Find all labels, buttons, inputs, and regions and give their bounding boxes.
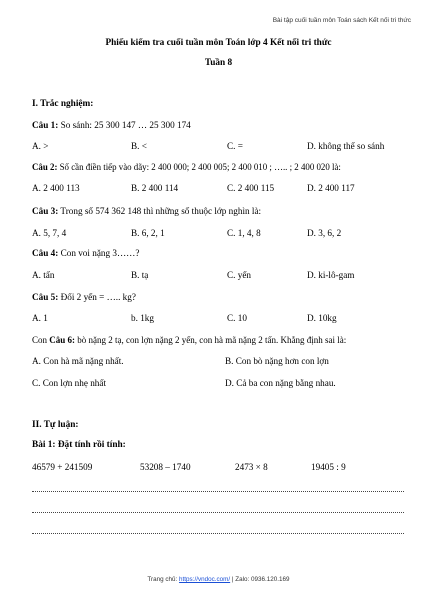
- answer-line-2: [32, 512, 404, 513]
- q4-option-b: B. tạ: [131, 270, 149, 280]
- question-1-label: Câu 1:: [32, 120, 59, 130]
- question-6-prefix: Con: [32, 335, 50, 345]
- answer-line-1: [32, 491, 404, 492]
- q2-option-a: A. 2 400 113: [32, 183, 80, 193]
- page-footer: [0, 576, 437, 583]
- footer-link[interactable]: https://vndoc.com/: [179, 576, 231, 583]
- week-title: Tuần 8: [204, 58, 233, 68]
- q5-option-c: C. 10: [227, 313, 247, 323]
- page-header: Bài tập cuối tuần môn Toán sách Kết nối tri thức: [272, 17, 411, 24]
- q4-option-a: A. tấn: [32, 270, 55, 280]
- q5-option-b: b. 1kg: [131, 313, 154, 323]
- answer-line-3: [32, 533, 404, 534]
- exercise-1-item-3: 2473 × 8: [235, 462, 268, 472]
- question-4-text: Con voi nặng 3……?: [58, 248, 140, 258]
- exercise-1-item-1: 46579 + 241509: [32, 462, 93, 472]
- q5-option-d: D. 10kg: [307, 313, 337, 323]
- q6-option-b: B. Con bò nặng hơn con lợn: [225, 356, 329, 366]
- q1-option-b: B. <: [131, 141, 147, 151]
- exercise-1-item-2: 53208 – 1740: [140, 462, 191, 472]
- question-6-label: Câu 6:: [49, 335, 76, 345]
- question-2-label: Câu 2:: [32, 162, 58, 172]
- question-1-text: So sánh: 25 300 147 … 25 300 174: [58, 120, 191, 130]
- q3-option-b: B. 6, 2, 1: [131, 228, 165, 238]
- question-5: [32, 292, 136, 302]
- q4-option-c: C. yến: [227, 270, 251, 280]
- question-2: [32, 162, 341, 172]
- q1-option-c: C. =: [227, 141, 243, 151]
- part2-heading: II. Tự luận:: [32, 420, 79, 430]
- q3-option-c: C. 1, 4, 8: [227, 228, 261, 238]
- q6-option-a: A. Con hà mã nặng nhất.: [32, 356, 124, 366]
- exercise-1-heading: Bài 1: Đặt tính rồi tính:: [32, 440, 126, 450]
- question-2-text: Số cần điền tiếp vào dãy: 2 400 000; 2 400 005; 2 400 010 ; ….. ; 2 400 020 là:: [57, 162, 341, 172]
- q6-option-c: C. Con lợn nhẹ nhất: [32, 378, 107, 388]
- q4-option-d: D. ki-lô-gam: [307, 270, 355, 280]
- question-4: [32, 248, 139, 258]
- q3-option-d: D. 3, 6, 2: [307, 228, 342, 238]
- q5-option-a: A. 1: [32, 313, 48, 323]
- q2-option-c: C. 2 400 115: [227, 183, 275, 193]
- part1-heading: I. Trắc nghiệm:: [32, 99, 94, 109]
- q6-option-d: D. Cả ba con nặng bằng nhau.: [225, 378, 336, 388]
- exercise-1-item-4: 19405 : 9: [311, 462, 346, 472]
- question-5-text: Đổi 2 yến = ….. kg?: [58, 292, 136, 302]
- q3-option-a: A. 5, 7, 4: [32, 228, 67, 238]
- question-3-text: Trong số 574 362 148 thì những số thuộc lớp nghìn là:: [58, 206, 262, 216]
- q2-option-d: D. 2 400 117: [307, 183, 355, 193]
- question-3-label: Câu 3:: [32, 206, 59, 216]
- q1-option-d: D. không thể so sánh: [307, 141, 385, 151]
- question-1: [32, 120, 191, 130]
- question-4-label: Câu 4:: [32, 248, 59, 258]
- question-6: [32, 335, 346, 345]
- q1-option-a: A. >: [32, 141, 49, 151]
- page-title: Phiếu kiểm tra cuối tuần môn Toán lớp 4 Kết nối tri thức: [105, 38, 332, 48]
- question-6-text: bò nặng 2 tạ, con lợn nặng 2 yến, con hà mã nặng 2 tấn. Khẳng định sai là:: [75, 335, 347, 345]
- footer-prefix: Trang chủ:: [147, 576, 180, 583]
- question-5-label: Câu 5:: [32, 292, 59, 302]
- q2-option-b: B. 2 400 114: [131, 183, 179, 193]
- footer-suffix: | Zalo: 0936.120.169: [230, 576, 290, 583]
- question-3: [32, 206, 261, 216]
